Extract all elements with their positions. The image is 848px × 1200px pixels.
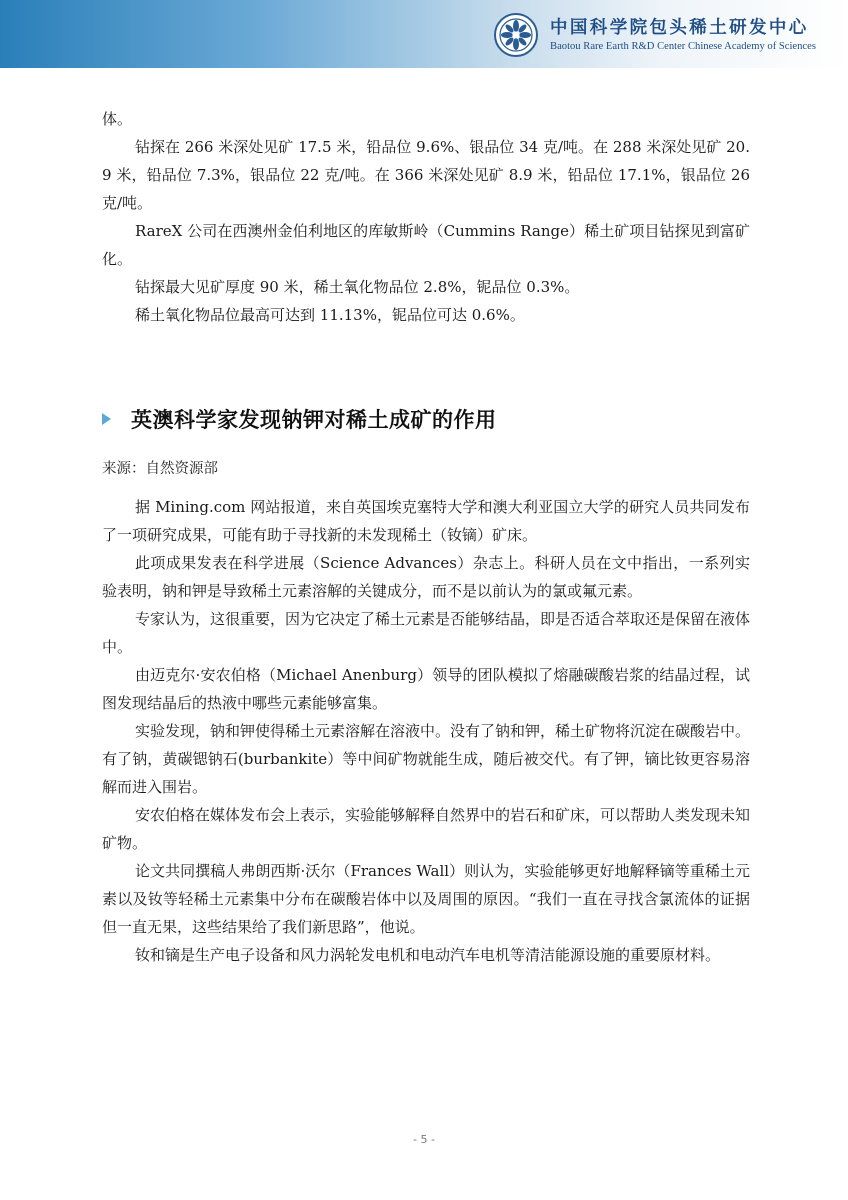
article-source: 来源：自然资源部 [102, 461, 218, 477]
paragraph: 钻探最大见矿厚度 90 米，稀土氧化物品位 2.8%，铌品位 0.3%。 [135, 278, 580, 296]
paragraph: 安农伯格在媒体发布会上表示，实验能够解释自然界中的岩石和矿床，可以帮助人类发现未知矿物。 [102, 806, 751, 852]
paragraph: 据 Mining.com 网站报道，来自英国埃克塞特大学和澳大利亚国立大学的研究人员共同发布了一项研究成果，可能有助于寻找新的未发现稀土（钕镝）矿床。 [102, 498, 750, 544]
paragraph: 实验发现，钠和钾使得稀土元素溶解在溶液中。没有了钠和钾，稀土矿物将沉淀在碳酸岩中。有了钠，黄碳锶钠石(burbankite）等中间矿物就能生成，随后被交代。有了钾，镝比钕更容易溶解而进入围岩。 [102, 722, 751, 796]
paragraph: 论文共同撰稿人弗朗西斯·沃尔（Frances Wall）则认为，实验能够更好地解释镝等重稀土元素以及钕等轻稀土元素集中分布在碳酸岩体中以及周围的原因。“我们一直在寻找含氯流体的证据但一直无果，这些结果给了我们新思路”，他说。 [102, 862, 750, 936]
paragraph: 专家认为，这很重要，因为它决定了稀土元素是否能够结晶，即是否适合萃取还是保留在液体中。 [102, 610, 751, 656]
triangle-bullet-icon [102, 413, 111, 425]
paragraph: 由迈克尔·安农伯格（Michael Anenburg）领导的团队模拟了熔融碳酸岩浆的结晶过程，试图发现结晶后的热液中哪些元素能够富集。 [102, 666, 750, 712]
org-name-en: Baotou Rare Earth R&D Center Chinese Academy of Sciences [550, 41, 816, 52]
previous-article-tail [102, 105, 750, 329]
cas-logo-icon [494, 13, 538, 57]
org-name-cn: 中国科学院包头稀土研发中心 [550, 18, 809, 38]
paragraph: 稀土氧化物品位最高可达到 11.13%，铌品位可达 0.6%。 [135, 306, 525, 324]
paragraph: 体。 [102, 110, 133, 128]
page-number: - 5 - [413, 1133, 435, 1146]
paragraph: RareX 公司在西澳州金伯利地区的库敏斯岭（Cummins Range）稀土矿项目钻探见到富矿化。 [102, 222, 750, 268]
article-heading [102, 404, 750, 436]
paragraph: 此项成果发表在科学进展（Science Advances）杂志上。科研人员在文中指出，一系列实验表明，钠和钾是导致稀土元素溶解的关键成分，而不是以前认为的氯或氟元素。 [102, 554, 750, 600]
article-body [102, 493, 750, 969]
article-title: 英澳科学家发现钠钾对稀土成矿的作用 [131, 408, 497, 432]
paragraph: 钕和镝是生产电子设备和风力涡轮发电机和电动汽车电机等清洁能源设施的重要原材料。 [135, 946, 721, 964]
paragraph: 钻探在 266 米深处见矿 17.5 米，铅品位 9.6%、银品位 34 克/吨。在 288 米深处见矿 20.9 米，铅品位 7.3%，银品位 22 克/吨。在 366 米深处见矿 8.9 米，铅品位 17.1%，银品位 26 克/吨。 [102, 138, 750, 212]
page-header [0, 0, 848, 68]
